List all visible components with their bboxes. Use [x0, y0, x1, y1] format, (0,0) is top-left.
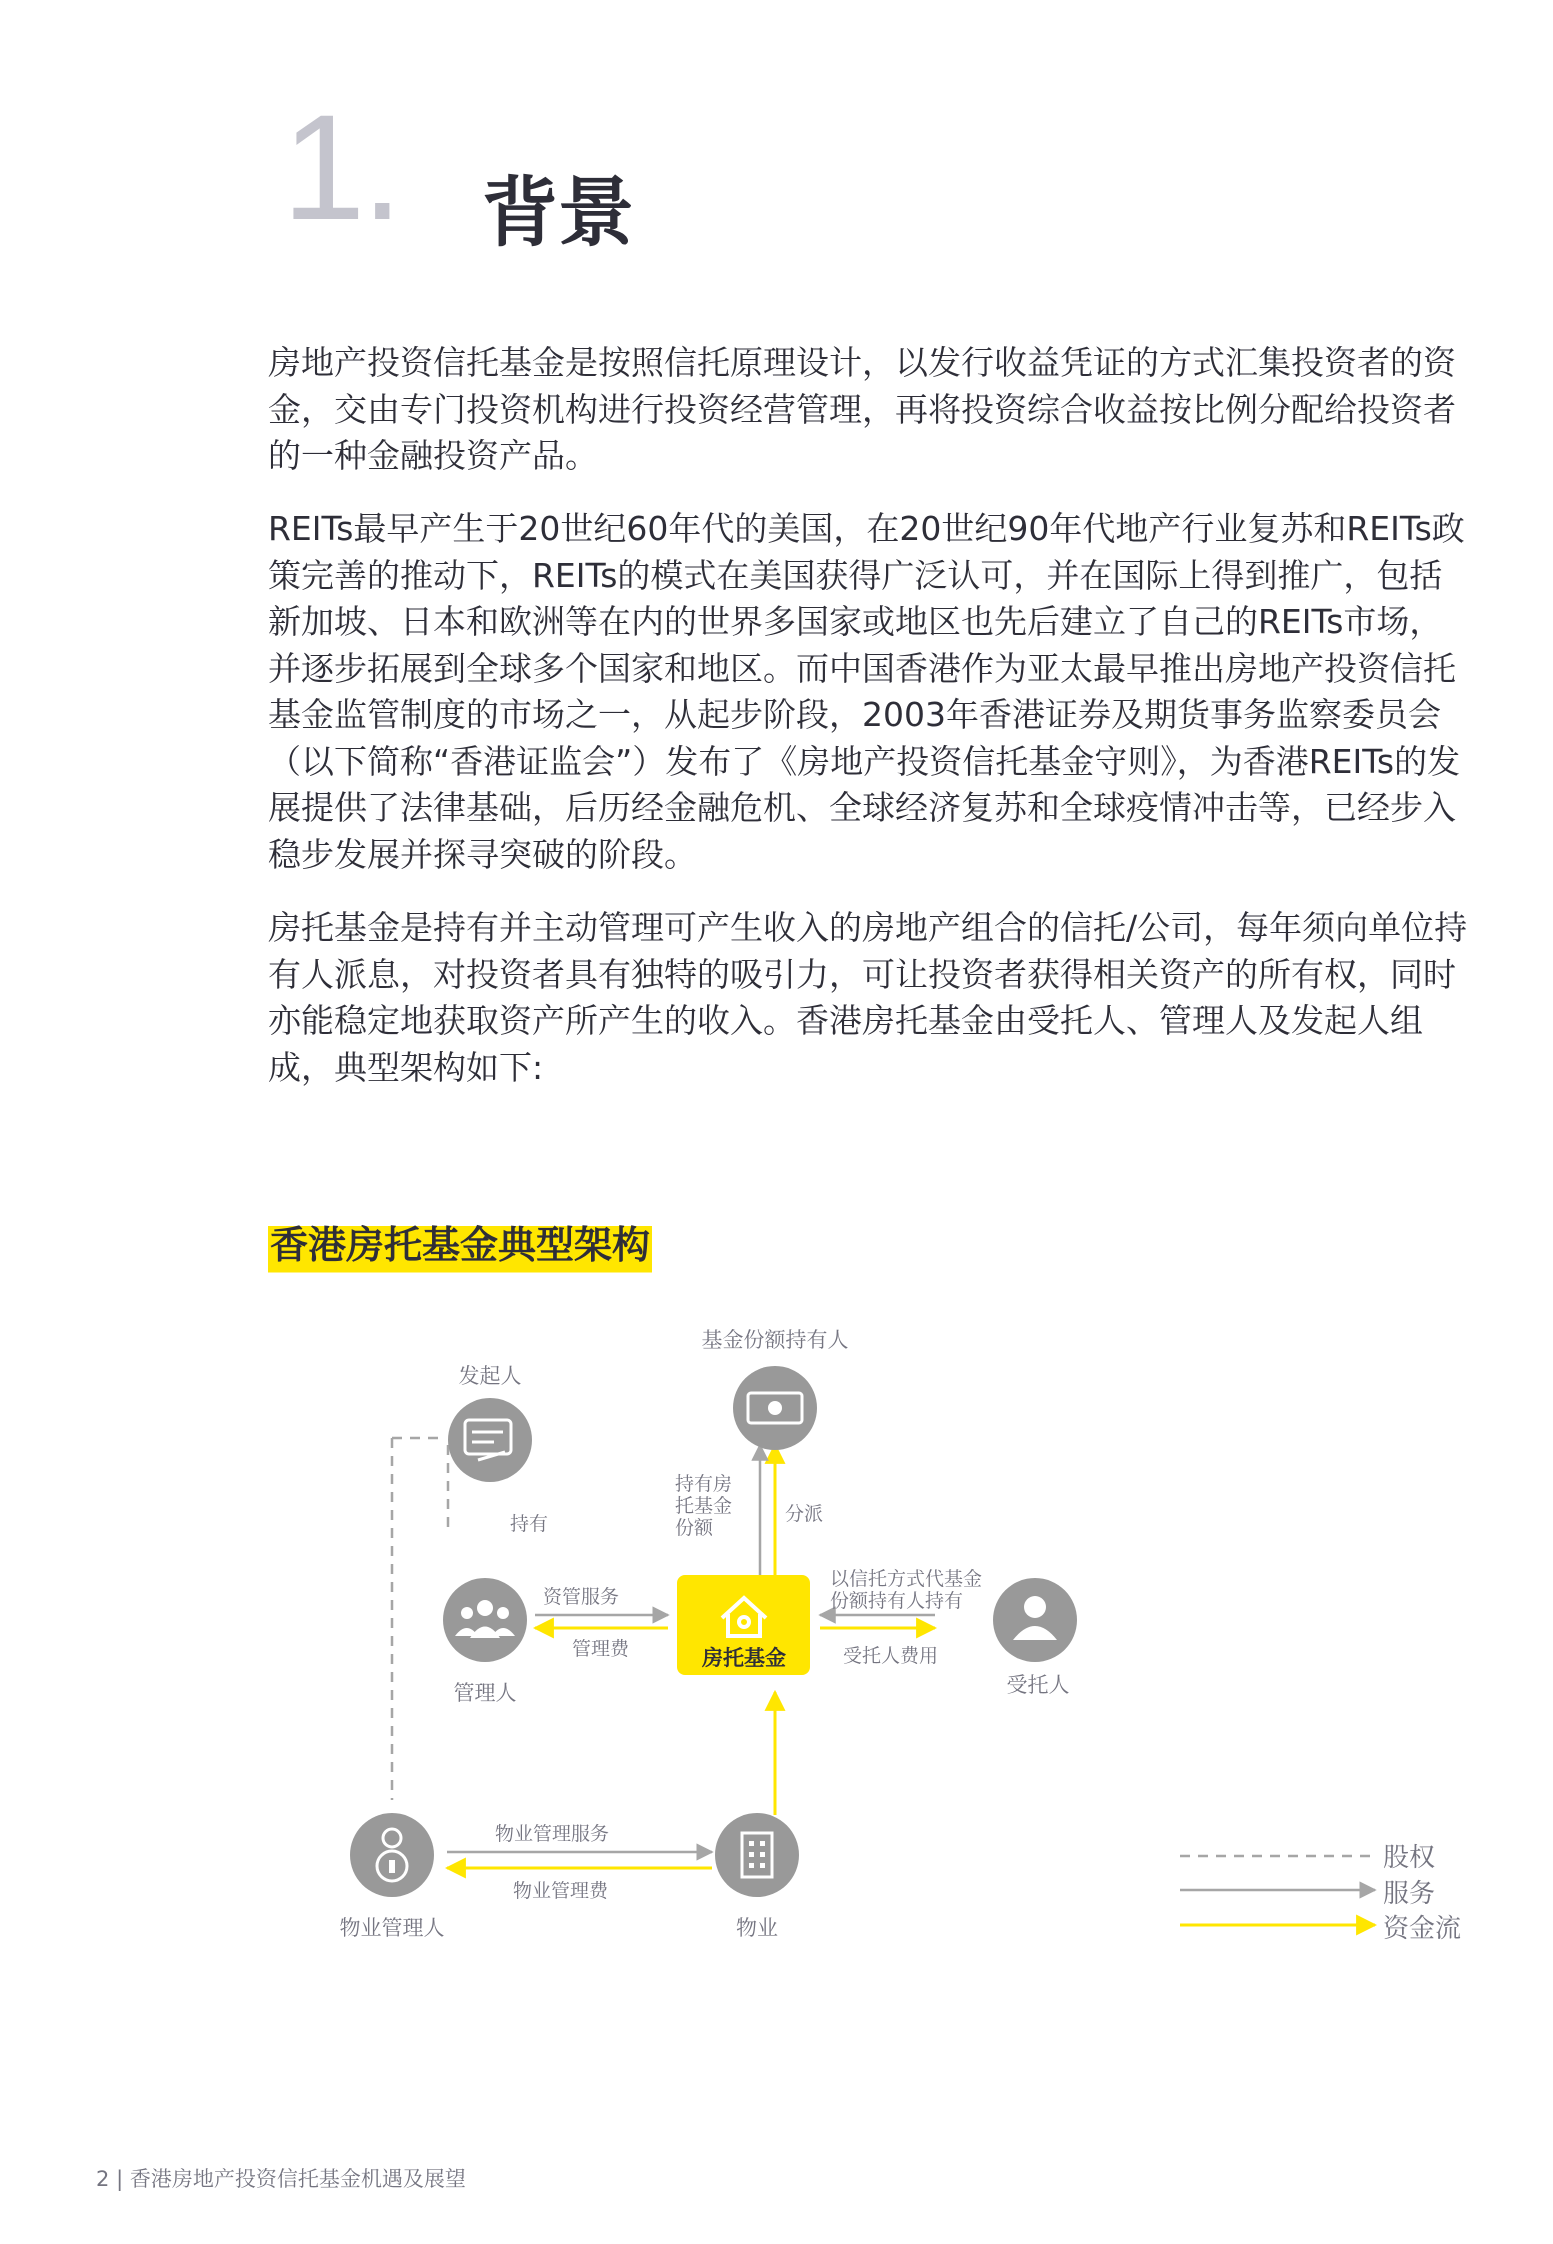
label-manager: 管理人	[453, 1681, 517, 1705]
paragraph-definition: 房地产投资信托基金是按照信托原理设计，以发行收益凭证的方式汇集投资者的资金，交由专门投资机构进行投资经营管理，再将投资综合收益按比例分配给投资者的一种金融投资产品。	[268, 343, 1456, 475]
label-hold-units-2: 托基金	[675, 1495, 733, 1517]
label-distribution: 分派	[785, 1503, 824, 1525]
label-property: 物业	[736, 1916, 778, 1940]
label-trustee-fee: 受托人费用	[843, 1645, 939, 1667]
section-title: 背景	[482, 168, 634, 257]
node-reit-hub	[677, 1575, 810, 1675]
page-number: 2	[96, 2167, 110, 2191]
diagram-title: 香港房托基金典型架构	[268, 1218, 652, 1276]
section-number: 1.	[282, 83, 400, 251]
label-property-mgmt-service: 物业管理服务	[495, 1823, 610, 1845]
legend-equity: 股权	[1383, 1843, 1436, 1873]
label-asset-mgmt-service: 资管服务	[543, 1586, 620, 1608]
node-sponsor	[448, 1364, 532, 1482]
legend-cash-flow: 资金流	[1383, 1914, 1462, 1944]
label-hold-units-1: 持有房	[675, 1473, 733, 1495]
node-unitholders	[702, 1328, 849, 1450]
label-trust-hold-2: 份额持有人持有	[830, 1590, 964, 1612]
node-trustee	[993, 1578, 1077, 1697]
equity-lines	[392, 1438, 448, 1800]
label-unitholders: 基金份额持有人	[701, 1328, 849, 1352]
label-hold-units-3: 份额	[675, 1517, 714, 1539]
paragraph-structure: 房托基金是持有并主动管理可产生收入的房地产组合的信托/公司，每年须向单位持有人派息，对投资者具有独特的吸引力，可让投资者获得相关资产的所有权，同时亦能稳定地获取资产所产生的收入。香港房托基金由受托人、管理人及发起人组成，典型架构如下:	[268, 908, 1468, 1087]
label-sponsor: 发起人	[458, 1364, 522, 1388]
legend	[1180, 1843, 1461, 1944]
label-hub: 房托基金	[702, 1646, 786, 1670]
label-trustee: 受托人	[1006, 1673, 1070, 1697]
node-property	[715, 1813, 799, 1940]
label-trust-hold-1: 以信托方式代基金	[830, 1568, 983, 1590]
label-property-manager: 物业管理人	[339, 1916, 445, 1940]
label-mgmt-fee: 管理费	[572, 1638, 630, 1660]
page-footer	[96, 2165, 466, 2193]
label-hold: 持有	[510, 1513, 549, 1535]
footer-separator: |	[116, 2167, 124, 2191]
label-property-mgmt-fee: 物业管理费	[513, 1880, 609, 1902]
node-manager	[443, 1578, 527, 1705]
legend-service: 服务	[1383, 1879, 1436, 1909]
node-property-manager	[340, 1813, 445, 1940]
footer-doc-title: 香港房地产投资信托基金机遇及展望	[129, 2167, 466, 2191]
paragraph-history: REITs最早产生于20世纪60年代的美国，在20世纪90年代地产行业复苏和REITs政策完善的推动下，REITs的模式在美国获得广泛认可，并在国际上得到推广，包括新加坡、日本和欧洲等在内的世界多国家或地区也先后建立了自己的REITs市场，并逐步拓展到全球多个国家和地区。而中国香港作为亚太最早推出房地产投资信托基金监管制度的市场之一，从起步阶段，2003年香港证券及期货事务监察委员会（以下简称“香港证监会”）发布了《房地产投资信托基金守则》，为香港REITs的发展提供了法律基础，后历经金融危机、全球经济复苏和全球疫情冲击等，已经步入稳步发展并探寻突破的阶段。	[268, 509, 1465, 874]
